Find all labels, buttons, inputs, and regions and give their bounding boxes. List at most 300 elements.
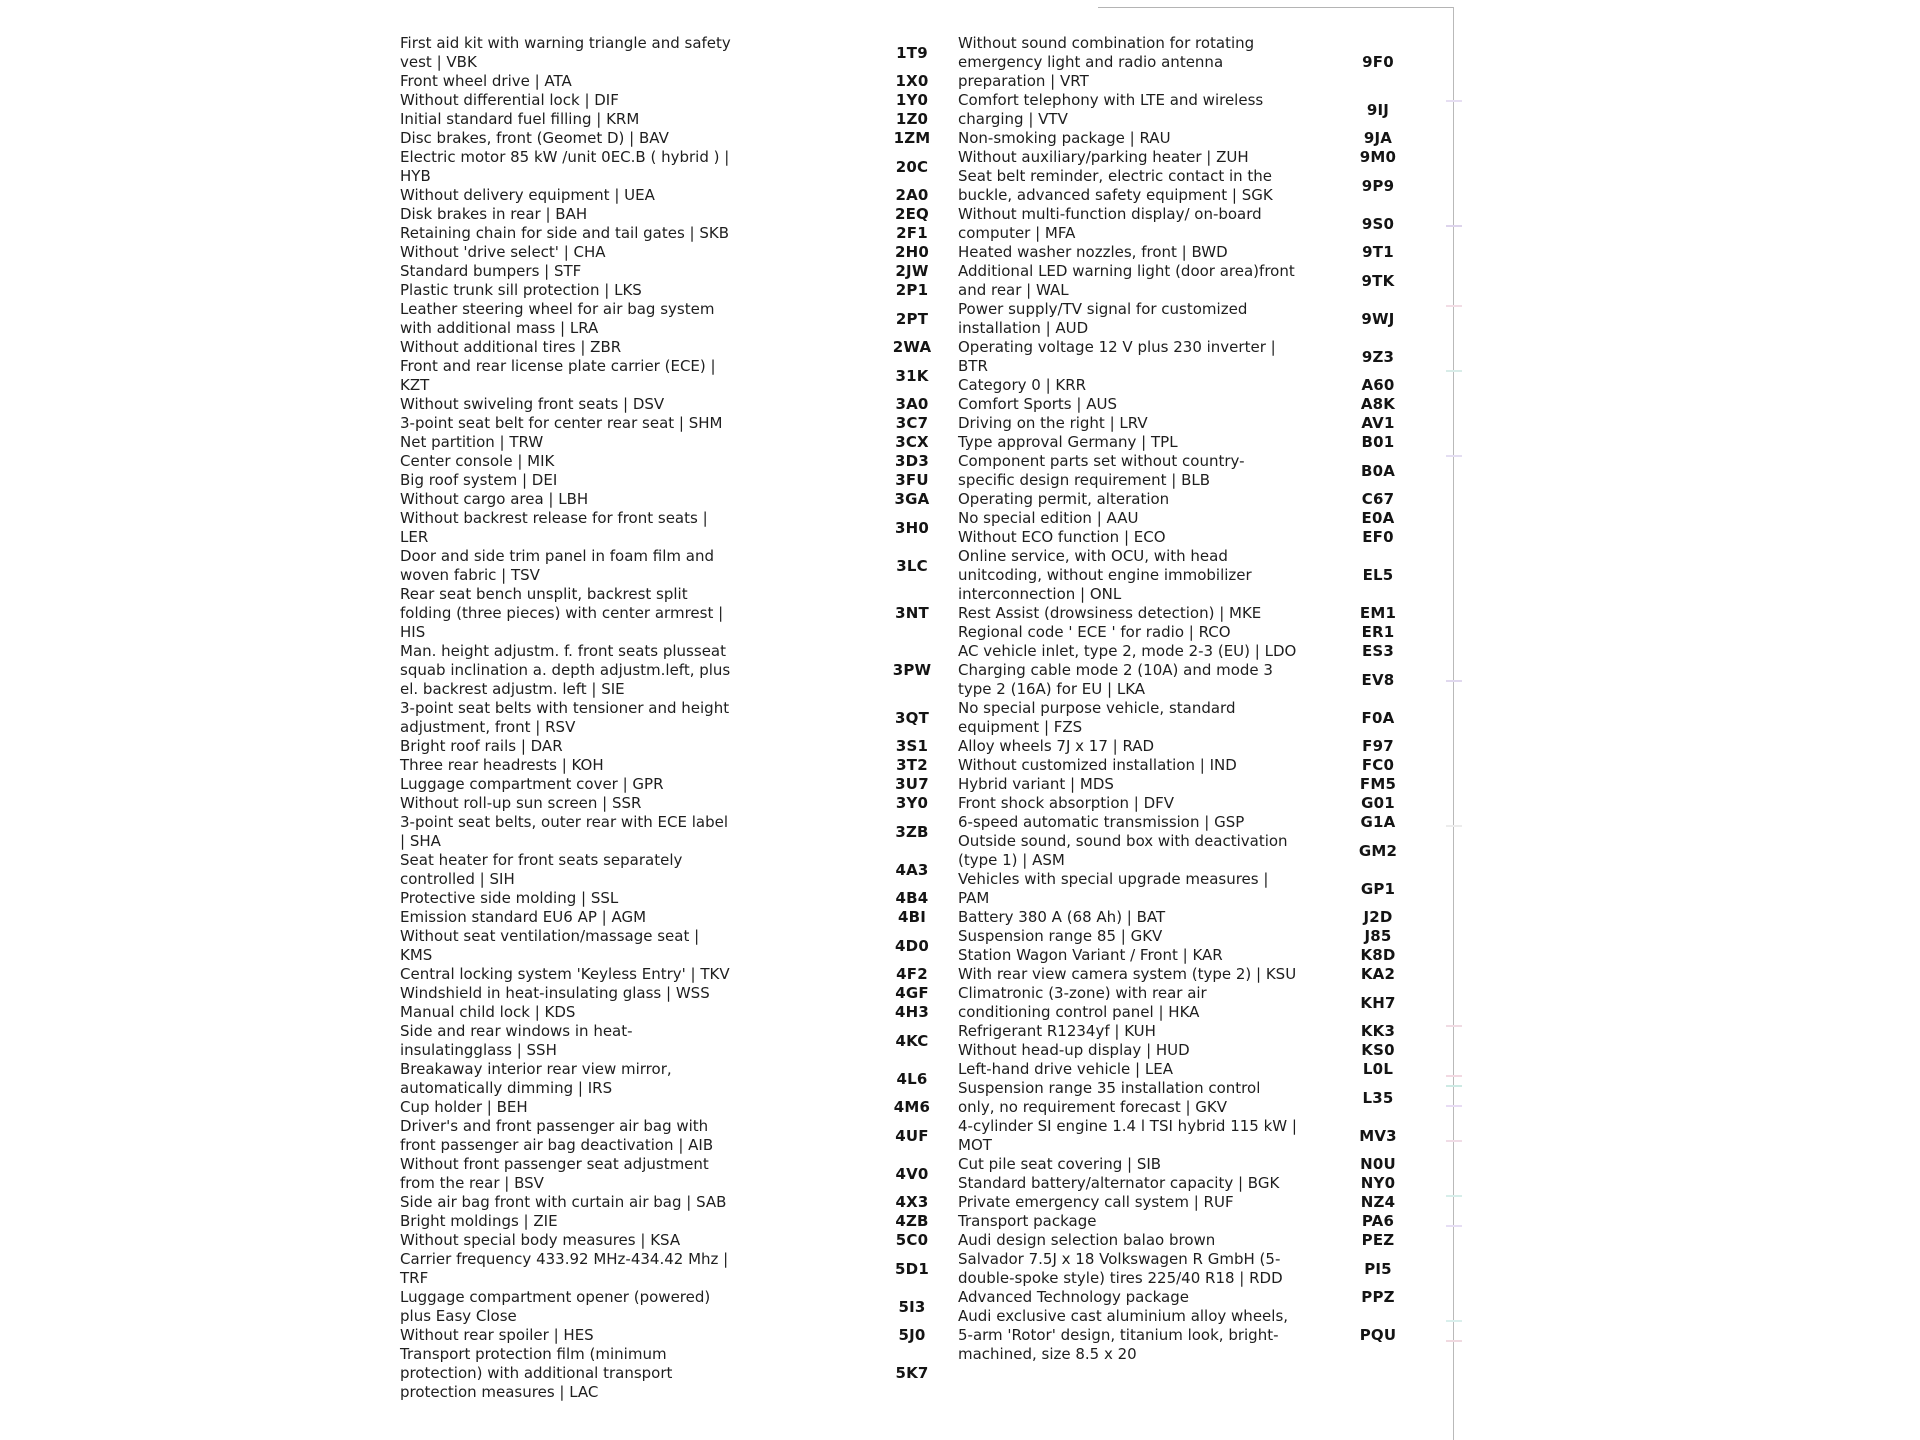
option-pr-code: AV1 bbox=[1361, 414, 1395, 432]
table-row bbox=[400, 737, 958, 756]
table-row bbox=[400, 813, 958, 851]
table-row bbox=[958, 376, 1428, 395]
option-pr-code: KA2 bbox=[1360, 965, 1396, 983]
option-pr-code: 9S0 bbox=[1361, 214, 1395, 233]
option-description: Front shock absorption | DFV bbox=[958, 794, 1175, 812]
table-row bbox=[400, 908, 958, 927]
option-pr-code: PI5 bbox=[1364, 1259, 1392, 1278]
table-row bbox=[400, 452, 958, 471]
table-row bbox=[958, 604, 1428, 623]
option-description: Bright moldings | ZIE bbox=[400, 1212, 558, 1230]
option-pr-code: 3A0 bbox=[895, 395, 929, 413]
option-description: Breakaway interior rear view mirror, automatically dimming | IRS bbox=[400, 1060, 672, 1097]
option-description: Regional code ' ECE ' for radio | RCO bbox=[958, 623, 1231, 641]
option-pr-code: EV8 bbox=[1361, 670, 1395, 689]
option-description: Without differential lock | DIF bbox=[400, 91, 619, 109]
option-pr-code: 9TK bbox=[1361, 271, 1395, 290]
option-description: Component parts set without country-specific design requirement | BLB bbox=[958, 452, 1245, 489]
table-row bbox=[958, 908, 1428, 927]
option-description: Without 'drive select' | CHA bbox=[400, 243, 606, 261]
option-pr-code: ER1 bbox=[1361, 623, 1395, 641]
option-description: Seat heater for front seats separately controlled | SIH bbox=[400, 851, 683, 888]
table-row bbox=[958, 129, 1428, 148]
option-pr-code: L0L bbox=[1362, 1060, 1394, 1078]
option-pr-code: 4H3 bbox=[894, 1003, 930, 1021]
option-pr-code: PA6 bbox=[1361, 1212, 1395, 1230]
option-description: Driver's and front passenger air bag with front passenger air bag deactivation | AIB bbox=[400, 1117, 714, 1154]
table-row bbox=[400, 34, 958, 72]
option-description: Left-hand drive vehicle | LEA bbox=[958, 1060, 1173, 1078]
option-description: First aid kit with warning triangle and safety vest | VBK bbox=[400, 34, 731, 71]
option-description: Without head-up display | HUD bbox=[958, 1041, 1190, 1059]
option-pr-code: MV3 bbox=[1359, 1126, 1397, 1145]
table-row bbox=[958, 1155, 1428, 1174]
scan-artifact-line bbox=[1446, 1320, 1462, 1322]
table-row bbox=[958, 452, 1428, 490]
table-row bbox=[958, 965, 1428, 984]
table-row bbox=[958, 34, 1428, 91]
table-row bbox=[958, 737, 1428, 756]
option-description: Side air bag front with curtain air bag | SAB bbox=[400, 1193, 727, 1211]
option-description: Alloy wheels 7J x 17 | RAD bbox=[958, 737, 1155, 755]
scan-artifact-line bbox=[1446, 1340, 1462, 1342]
table-row bbox=[958, 699, 1428, 737]
option-description: Man. height adjustm. f. front seats plusseat squab inclination a. depth adjustm.left, plus el. backrest adjustm. left | SIE bbox=[400, 642, 731, 698]
option-pr-code: 5C0 bbox=[895, 1231, 929, 1249]
table-row bbox=[958, 1041, 1428, 1060]
table-row bbox=[958, 547, 1428, 604]
option-description: Climatronic (3-zone) with rear air conditioning control panel | HKA bbox=[958, 984, 1207, 1021]
table-row bbox=[958, 984, 1428, 1022]
option-pr-code: 4L6 bbox=[896, 1069, 928, 1088]
option-pr-code: G01 bbox=[1361, 794, 1395, 812]
table-row bbox=[958, 756, 1428, 775]
table-row bbox=[400, 756, 958, 775]
option-pr-code: J85 bbox=[1364, 927, 1392, 945]
option-pr-code: 9WJ bbox=[1361, 309, 1395, 328]
option-pr-code: 3GA bbox=[894, 490, 930, 508]
table-row bbox=[958, 832, 1428, 870]
option-description: Suspension range 85 | GKV bbox=[958, 927, 1163, 945]
option-description: Without rear spoiler | HES bbox=[400, 1326, 594, 1344]
table-row bbox=[400, 72, 958, 91]
table-row bbox=[400, 357, 958, 395]
option-pr-code: KK3 bbox=[1360, 1022, 1396, 1040]
option-pr-code: 2H0 bbox=[894, 243, 930, 261]
option-description: Type approval Germany | TPL bbox=[958, 433, 1178, 451]
option-pr-code: 4M6 bbox=[893, 1098, 931, 1116]
option-pr-code: E0A bbox=[1361, 509, 1395, 527]
option-pr-code: 3LC bbox=[896, 556, 928, 575]
option-description: Plastic trunk sill protection | LKS bbox=[400, 281, 642, 299]
table-row bbox=[958, 148, 1428, 167]
option-description: 3-point seat belts with tensioner and height adjustment, front | RSV bbox=[400, 699, 730, 736]
table-row bbox=[958, 300, 1428, 338]
option-description: Luggage compartment opener (powered) plus Easy Close bbox=[400, 1288, 711, 1325]
option-pr-code: EF0 bbox=[1362, 528, 1394, 546]
table-row bbox=[400, 1193, 958, 1212]
option-pr-code: 3U7 bbox=[895, 775, 929, 793]
option-description: Hybrid variant | MDS bbox=[958, 775, 1114, 793]
table-row bbox=[400, 1250, 958, 1288]
option-pr-code: GM2 bbox=[1358, 841, 1398, 860]
option-pr-code: 3QT bbox=[894, 708, 930, 727]
option-description: Cut pile seat covering | SIB bbox=[958, 1155, 1162, 1173]
option-description: Without front passenger seat adjustment from the rear | BSV bbox=[400, 1155, 709, 1192]
option-pr-code: GP1 bbox=[1360, 879, 1396, 898]
option-pr-code: 4D0 bbox=[895, 936, 929, 955]
option-description: Online service, with OCU, with head unitcoding, without engine immobilizer interconnection | ONL bbox=[958, 547, 1252, 603]
option-description: Without cargo area | LBH bbox=[400, 490, 589, 508]
option-description: Vehicles with special upgrade measures | PAM bbox=[958, 870, 1269, 907]
scan-artifact-line bbox=[1446, 1195, 1462, 1197]
option-description: Initial standard fuel filling | KRM bbox=[400, 110, 640, 128]
option-pr-code: 3S1 bbox=[895, 737, 929, 755]
table-row bbox=[400, 433, 958, 452]
option-pr-code: 4X3 bbox=[895, 1193, 929, 1211]
table-row bbox=[958, 1174, 1428, 1193]
table-row bbox=[400, 129, 958, 148]
option-description: Standard battery/alternator capacity | BGK bbox=[958, 1174, 1280, 1192]
option-pr-code: 4F2 bbox=[896, 965, 928, 983]
table-row bbox=[958, 338, 1428, 376]
table-row bbox=[958, 927, 1428, 946]
option-pr-code: 31K bbox=[895, 366, 929, 385]
table-row bbox=[958, 167, 1428, 205]
table-row bbox=[400, 186, 958, 205]
table-row bbox=[400, 585, 958, 642]
table-row bbox=[958, 205, 1428, 243]
option-description: Electric motor 85 kW /unit 0EC.B ( hybrid ) | HYB bbox=[400, 148, 730, 185]
table-row bbox=[400, 262, 958, 281]
option-pr-code: 3H0 bbox=[894, 518, 930, 537]
table-row bbox=[958, 509, 1428, 528]
table-row bbox=[400, 205, 958, 224]
table-row bbox=[958, 414, 1428, 433]
option-pr-code: B0A bbox=[1360, 461, 1396, 480]
option-pr-code: 9JA bbox=[1363, 129, 1393, 147]
option-pr-code: A8K bbox=[1360, 395, 1396, 413]
option-description: Protective side molding | SSL bbox=[400, 889, 619, 907]
option-description: Charging cable mode 2 (10A) and mode 3 type 2 (16A) for EU | LKA bbox=[958, 661, 1273, 698]
option-description: Bright roof rails | DAR bbox=[400, 737, 563, 755]
option-pr-code: EM1 bbox=[1359, 604, 1397, 622]
option-description: Battery 380 A (68 Ah) | BAT bbox=[958, 908, 1166, 926]
option-pr-code: 1T9 bbox=[896, 43, 928, 62]
table-row bbox=[958, 775, 1428, 794]
option-pr-code: B01 bbox=[1361, 433, 1395, 451]
table-row bbox=[400, 490, 958, 509]
option-description: No special edition | AAU bbox=[958, 509, 1139, 527]
table-row bbox=[958, 1250, 1428, 1288]
option-pr-code: PQU bbox=[1359, 1326, 1397, 1344]
option-pr-code: EL5 bbox=[1362, 566, 1394, 584]
option-description: 3-point seat belt for center rear seat | SHM bbox=[400, 414, 723, 432]
option-description: No special purpose vehicle, standard equipment | FZS bbox=[958, 699, 1236, 736]
option-description: Manual child lock | KDS bbox=[400, 1003, 576, 1021]
table-row bbox=[958, 642, 1428, 661]
option-pr-code: 9P9 bbox=[1361, 176, 1395, 195]
table-row bbox=[400, 794, 958, 813]
option-pr-code: 4GF bbox=[895, 984, 929, 1002]
table-row bbox=[958, 661, 1428, 699]
table-row bbox=[400, 509, 958, 547]
option-pr-code: 4ZB bbox=[895, 1212, 929, 1230]
option-pr-code: F0A bbox=[1361, 708, 1395, 727]
table-row bbox=[958, 623, 1428, 642]
option-description: Standard bumpers | STF bbox=[400, 262, 582, 280]
table-row bbox=[400, 1022, 958, 1060]
table-row bbox=[400, 1288, 958, 1326]
option-description: 3-point seat belts, outer rear with ECE label | SHA bbox=[400, 813, 729, 850]
option-description: Without additional tires | ZBR bbox=[400, 338, 622, 356]
equipment-list-right-column bbox=[958, 34, 1428, 1364]
table-row bbox=[958, 91, 1428, 129]
option-description: Power supply/TV signal for customized installation | AUD bbox=[958, 300, 1248, 337]
option-pr-code: 2EQ bbox=[894, 205, 930, 223]
option-pr-code: KH7 bbox=[1360, 993, 1396, 1012]
option-pr-code: 4KC bbox=[895, 1031, 929, 1050]
option-description: Emission standard EU6 AP | AGM bbox=[400, 908, 647, 926]
option-description: Suspension range 35 installation control only, no requirement forecast | GKV bbox=[958, 1079, 1261, 1116]
option-pr-code: 1ZM bbox=[893, 129, 931, 147]
table-row bbox=[958, 1022, 1428, 1041]
option-pr-code: 3CX bbox=[895, 433, 929, 451]
option-description: Comfort Sports | AUS bbox=[958, 395, 1117, 413]
option-description: Without swiveling front seats | DSV bbox=[400, 395, 665, 413]
option-description: Without ECO function | ECO bbox=[958, 528, 1166, 546]
option-description: Net partition | TRW bbox=[400, 433, 544, 451]
option-description: AC vehicle inlet, type 2, mode 2-3 (EU) | LDO bbox=[958, 642, 1297, 660]
table-row bbox=[400, 851, 958, 889]
table-row bbox=[400, 338, 958, 357]
scan-artifact-line bbox=[1446, 305, 1462, 307]
scan-artifact-line bbox=[1446, 1140, 1462, 1142]
table-row bbox=[958, 528, 1428, 547]
option-description: 4-cylinder SI engine 1.4 l TSI hybrid 115 kW | MOT bbox=[958, 1117, 1297, 1154]
table-row bbox=[958, 1079, 1428, 1117]
option-description: Private emergency call system | RUF bbox=[958, 1193, 1234, 1211]
table-row bbox=[400, 224, 958, 243]
option-description: Cup holder | BEH bbox=[400, 1098, 528, 1116]
option-pr-code: 2P1 bbox=[895, 281, 929, 299]
option-description: Without special body measures | KSA bbox=[400, 1231, 681, 1249]
table-row bbox=[400, 699, 958, 737]
table-row bbox=[400, 281, 958, 300]
table-row bbox=[400, 300, 958, 338]
option-description: Operating permit, alteration bbox=[958, 490, 1170, 508]
option-pr-code: 2F1 bbox=[896, 224, 928, 242]
table-row bbox=[958, 262, 1428, 300]
option-description: Rest Assist (drowsiness detection) | MKE bbox=[958, 604, 1262, 622]
option-description: Operating voltage 12 V plus 230 inverter | BTR bbox=[958, 338, 1276, 375]
option-pr-code: 5D1 bbox=[895, 1259, 929, 1278]
option-pr-code: 4UF bbox=[895, 1126, 929, 1145]
table-row bbox=[400, 1117, 958, 1155]
option-pr-code: 2A0 bbox=[895, 186, 929, 204]
option-pr-code: 3FU bbox=[895, 471, 929, 489]
table-row bbox=[400, 927, 958, 965]
option-description: Comfort telephony with LTE and wireless charging | VTV bbox=[958, 91, 1264, 128]
option-description: Category 0 | KRR bbox=[958, 376, 1087, 394]
table-row bbox=[958, 433, 1428, 452]
option-description: Without roll-up sun screen | SSR bbox=[400, 794, 642, 812]
option-pr-code: 3NT bbox=[895, 604, 929, 622]
option-description: Audi exclusive cast aluminium alloy wheels, 5-arm 'Rotor' design, titanium look, bright-machined, size 8.5 x 20 bbox=[958, 1307, 1289, 1363]
table-row bbox=[400, 547, 958, 585]
table-row bbox=[400, 110, 958, 129]
table-row bbox=[400, 1231, 958, 1250]
option-description: With rear view camera system (type 2) | KSU bbox=[958, 965, 1297, 983]
table-row bbox=[400, 1345, 958, 1402]
table-row bbox=[958, 1193, 1428, 1212]
option-pr-code: 1Z0 bbox=[895, 110, 929, 128]
table-row bbox=[958, 1212, 1428, 1231]
option-pr-code: 3D3 bbox=[895, 452, 929, 470]
table-row bbox=[400, 91, 958, 110]
option-description: Big roof system | DEI bbox=[400, 471, 558, 489]
option-description: Disc brakes, front (Geomet D) | BAV bbox=[400, 129, 669, 147]
table-row bbox=[400, 148, 958, 186]
option-description: Luggage compartment cover | GPR bbox=[400, 775, 664, 793]
scan-artifact-line bbox=[1446, 1105, 1462, 1107]
option-description: Front wheel drive | ATA bbox=[400, 72, 572, 90]
table-row bbox=[958, 1117, 1428, 1155]
option-pr-code: F97 bbox=[1362, 737, 1394, 755]
option-description: Rear seat bench unsplit, backrest split folding (three pieces) with center armrest | HIS bbox=[400, 585, 724, 641]
table-row bbox=[400, 395, 958, 414]
table-row bbox=[400, 889, 958, 908]
option-description: Front and rear license plate carrier (ECE) | KZT bbox=[400, 357, 716, 394]
table-row bbox=[400, 1060, 958, 1098]
option-pr-code: 4A3 bbox=[895, 860, 929, 879]
table-row bbox=[400, 965, 958, 984]
option-pr-code: 4BI bbox=[897, 908, 927, 926]
table-row bbox=[958, 243, 1428, 262]
table-row bbox=[400, 243, 958, 262]
equipment-list-left-column bbox=[400, 34, 958, 1402]
option-description: Driving on the right | LRV bbox=[958, 414, 1148, 432]
option-description: Without multi-function display/ on-board computer | MFA bbox=[958, 205, 1262, 242]
option-pr-code: 4V0 bbox=[895, 1164, 929, 1183]
option-description: Seat belt reminder, electric contact in the buckle, advanced safety equipment | SGK bbox=[958, 167, 1273, 204]
option-pr-code: 1X0 bbox=[895, 72, 929, 90]
option-pr-code: 2JW bbox=[895, 262, 929, 280]
option-description: Three rear headrests | KOH bbox=[400, 756, 604, 774]
option-pr-code: FC0 bbox=[1361, 756, 1395, 774]
table-row bbox=[958, 946, 1428, 965]
option-pr-code: 3T2 bbox=[896, 756, 928, 774]
table-row bbox=[958, 1307, 1428, 1364]
option-pr-code: 20C bbox=[895, 157, 929, 176]
option-description: Side and rear windows in heat-insulatingglass | SSH bbox=[400, 1022, 633, 1059]
table-row bbox=[958, 1231, 1428, 1250]
option-pr-code: 9Z3 bbox=[1361, 347, 1395, 366]
scan-artifact-line bbox=[1446, 370, 1462, 372]
table-row bbox=[958, 870, 1428, 908]
scan-artifact-line bbox=[1446, 680, 1462, 682]
option-description: Additional LED warning light (door area)front and rear | WAL bbox=[958, 262, 1295, 299]
option-pr-code: FM5 bbox=[1359, 775, 1397, 793]
table-row bbox=[958, 1060, 1428, 1079]
option-description: Station Wagon Variant / Front | KAR bbox=[958, 946, 1223, 964]
option-pr-code: A60 bbox=[1361, 376, 1395, 394]
scan-artifact-line bbox=[1446, 1085, 1462, 1087]
option-pr-code: PPZ bbox=[1361, 1288, 1395, 1306]
option-description: Without customized installation | IND bbox=[958, 756, 1237, 774]
option-pr-code: ES3 bbox=[1361, 642, 1395, 660]
option-description: Transport package bbox=[958, 1212, 1097, 1230]
table-row bbox=[400, 1098, 958, 1117]
option-description: Windshield in heat-insulating glass | WSS bbox=[400, 984, 710, 1002]
table-row bbox=[958, 813, 1428, 832]
option-description: Carrier frequency 433.92 MHz-434.42 Mhz | TRF bbox=[400, 1250, 729, 1287]
table-row bbox=[958, 490, 1428, 509]
option-pr-code: NZ4 bbox=[1360, 1193, 1396, 1211]
option-pr-code: 9T1 bbox=[1362, 243, 1394, 261]
option-description: Central locking system 'Keyless Entry' | TKV bbox=[400, 965, 730, 983]
option-description: Without delivery equipment | UEA bbox=[400, 186, 655, 204]
table-row bbox=[400, 775, 958, 794]
option-pr-code: 2WA bbox=[892, 338, 932, 356]
scan-artifact-line bbox=[1446, 225, 1462, 227]
table-row bbox=[400, 471, 958, 490]
option-pr-code: 1Y0 bbox=[895, 91, 929, 109]
option-pr-code: 3PW bbox=[892, 661, 932, 679]
table-row bbox=[400, 1212, 958, 1231]
option-pr-code: 5J0 bbox=[898, 1326, 926, 1344]
option-description: 6-speed automatic transmission | GSP bbox=[958, 813, 1245, 831]
scan-artifact-line bbox=[1446, 455, 1462, 457]
option-pr-code: PEZ bbox=[1361, 1231, 1395, 1249]
option-description: Door and side trim panel in foam film and woven fabric | TSV bbox=[400, 547, 714, 584]
option-pr-code: 5I3 bbox=[898, 1297, 926, 1316]
option-description: Without backrest release for front seats | LER bbox=[400, 509, 708, 546]
option-description: Non-smoking package | RAU bbox=[958, 129, 1171, 147]
table-row bbox=[958, 395, 1428, 414]
option-pr-code: 3Y0 bbox=[895, 794, 929, 812]
option-description: Outside sound, sound box with deactivation (type 1) | ASM bbox=[958, 832, 1288, 869]
scan-artifact-line bbox=[1446, 825, 1462, 827]
option-pr-code: K8D bbox=[1360, 946, 1396, 964]
option-description: Without auxiliary/parking heater | ZUH bbox=[958, 148, 1249, 166]
option-pr-code: L35 bbox=[1362, 1088, 1394, 1107]
table-row bbox=[400, 1155, 958, 1193]
option-description: Retaining chain for side and tail gates | SKB bbox=[400, 224, 730, 242]
table-row bbox=[400, 642, 958, 699]
scan-artifact-line bbox=[1446, 1075, 1462, 1077]
option-description: Transport protection film (minimum protection) with additional transport protection measures | LAC bbox=[400, 1345, 673, 1401]
option-pr-code: KS0 bbox=[1361, 1041, 1395, 1059]
option-description: Audi design selection balao brown bbox=[958, 1231, 1216, 1249]
option-description: Center console | MIK bbox=[400, 452, 555, 470]
page-top-border-line bbox=[1098, 7, 1454, 8]
table-row bbox=[400, 984, 958, 1003]
option-description: Disk brakes in rear | BAH bbox=[400, 205, 588, 223]
option-pr-code: 3C7 bbox=[895, 414, 929, 432]
table-row bbox=[400, 414, 958, 433]
option-pr-code: 2PT bbox=[895, 309, 929, 328]
option-pr-code: 4B4 bbox=[895, 889, 929, 907]
option-pr-code: 5K7 bbox=[895, 1364, 929, 1382]
option-pr-code: 9IJ bbox=[1366, 100, 1390, 119]
option-description: Advanced Technology package bbox=[958, 1288, 1189, 1306]
table-row bbox=[400, 1003, 958, 1022]
table-row bbox=[958, 794, 1428, 813]
table-row bbox=[958, 1288, 1428, 1307]
option-pr-code: 9F0 bbox=[1362, 53, 1394, 71]
table-row bbox=[400, 1326, 958, 1345]
